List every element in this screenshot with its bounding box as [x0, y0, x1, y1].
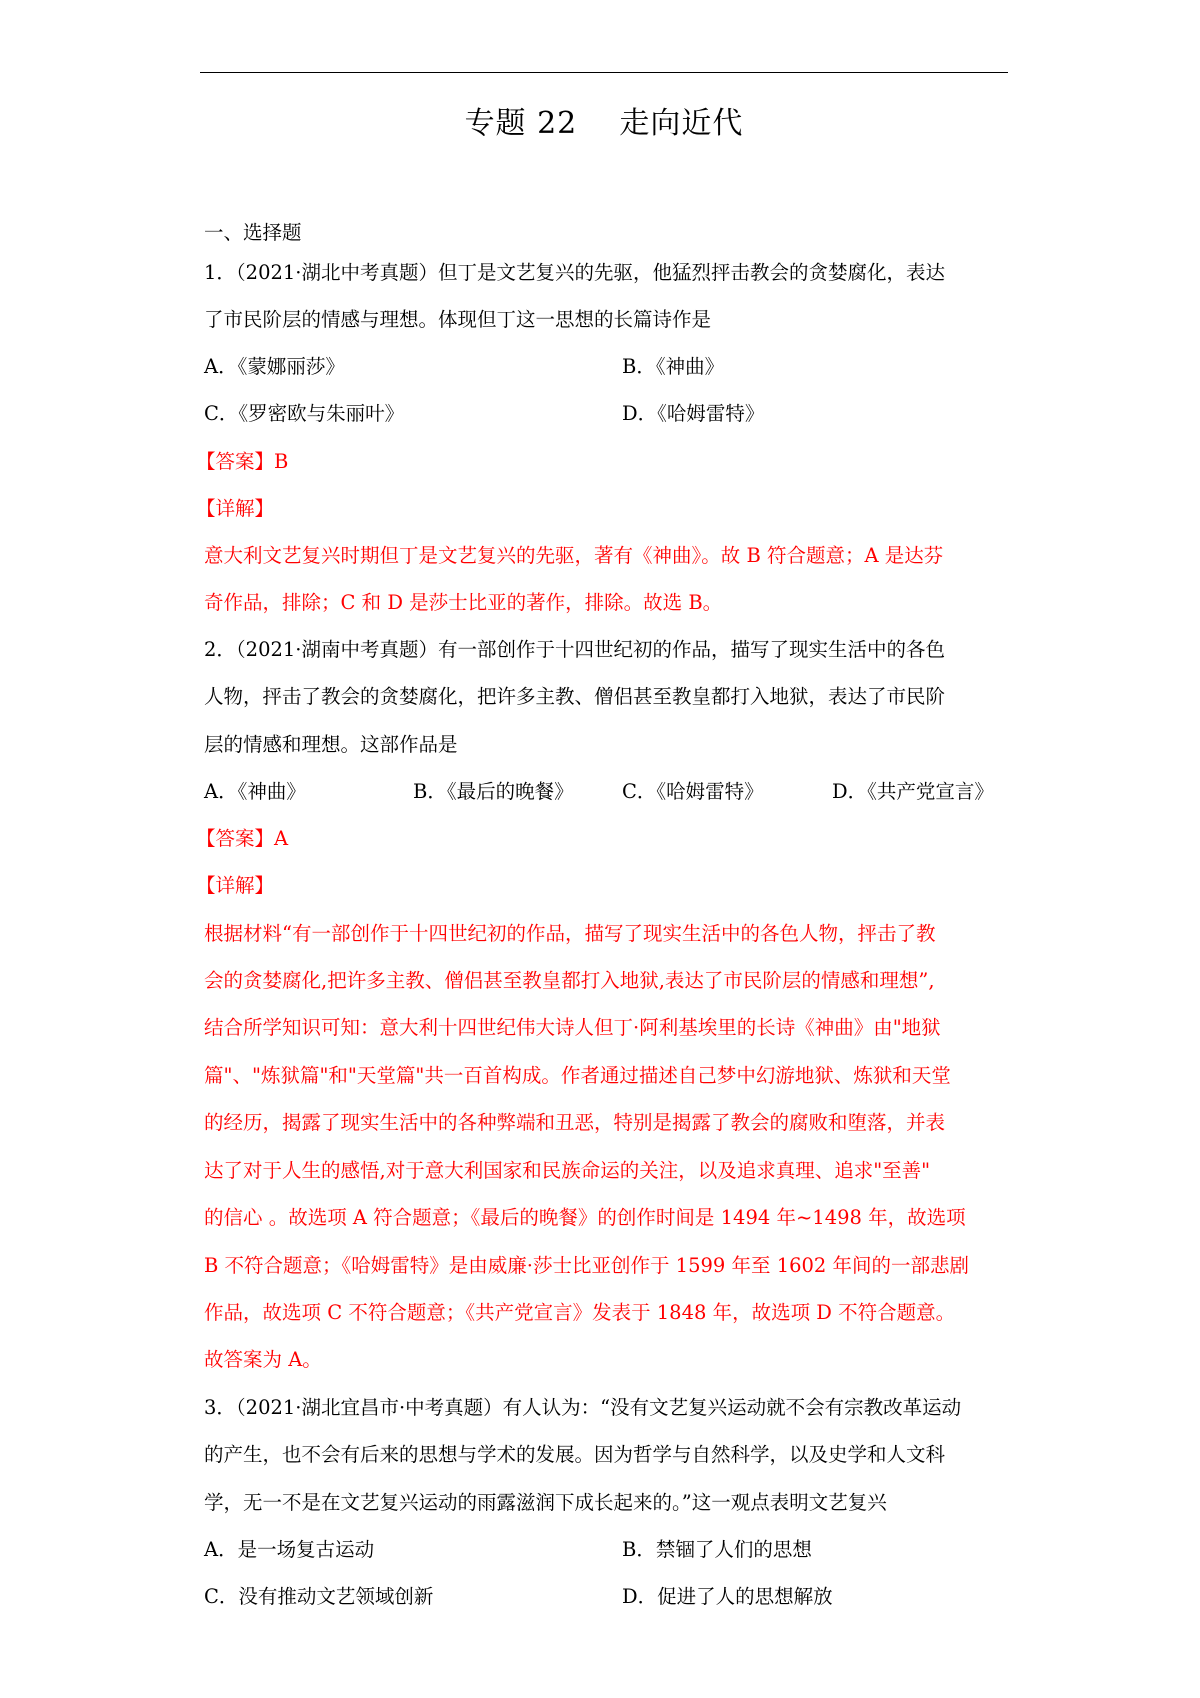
q2-stem-line-1: 2．（2021·湖南中考真题）有一部创作于十四世纪初的作品，描写了现实生活中的各色	[204, 638, 945, 661]
q2-answer-value: A	[274, 827, 289, 850]
q2-stem-line-3: 层的情感和理想。这部作品是	[204, 733, 458, 756]
q3-option-c: C．没有推动文艺领域创新	[204, 1585, 434, 1608]
q2-detail-label: 【详解】	[196, 874, 275, 897]
q1-option-b: B．《神曲》	[622, 355, 725, 378]
q2-detail-line-3: 结合所学知识可知：意大利十四世纪伟大诗人但丁·阿利基埃里的长诗《神曲》由"地狱	[204, 1016, 941, 1039]
q1-answer	[196, 448, 996, 476]
q3-option-a: A．是一场复古运动	[204, 1538, 375, 1561]
q2-detail-line-5: 的经历，揭露了现实生活中的各种弊端和丑恶，特别是揭露了教会的腐败和堕落，并表	[204, 1111, 946, 1134]
q2-answer	[196, 825, 996, 853]
q2-detail-line-7: 的信心 。故选项 A 符合题意；《最后的晚餐》的创作时间是 1494 年~1498 年，故选项	[204, 1206, 966, 1229]
q1-detail-line-2: 奇作品，排除；C 和 D 是莎士比亚的著作，排除。故选 B。	[204, 591, 723, 614]
page-title: 专题 22 走向近代	[464, 106, 744, 141]
section-heading: 一、选择题	[204, 221, 302, 244]
q1-stem-line-1: 1．（2021·湖北中考真题）但丁是文艺复兴的先驱，他猛烈抨击教会的贪婪腐化，表达	[204, 261, 945, 284]
q1-option-c: C．《罗密欧与朱丽叶》	[204, 402, 405, 425]
q1-stem-line-2: 了市民阶层的情感与理想。体现但丁这一思想的长篇诗作是	[204, 308, 712, 331]
q3-stem-line-1: 3．（2021·湖北宜昌市·中考真题）有人认为：“没有文艺复兴运动就不会有宗教改革运动	[204, 1396, 962, 1419]
q3-option-d: D．促进了人的思想解放	[622, 1585, 833, 1608]
q1-answer-label: 【答案】	[196, 450, 275, 473]
q3-option-b: B．禁锢了人们的思想	[622, 1538, 812, 1561]
q2-detail-line-6: 达了对于人生的感悟,对于意大利国家和民族命运的关注，以及追求真理、追求"至善"	[204, 1159, 931, 1182]
q2-detail-line-9: 作品，故选项 C 不符合题意；《共产党宣言》发表于 1848 年，故选项 D 不符合题意。	[204, 1301, 956, 1324]
q2-detail-line-8: B 不符合题意；《哈姆雷特》是由威廉·莎士比亚创作于 1599 年至 1602 年间的一部悲剧	[204, 1254, 970, 1277]
q3-stem-line-2: 的产生，也不会有后来的思想与学术的发展。因为哲学与自然科学，以及史学和人文科	[204, 1443, 946, 1466]
q2-detail-line-4: 篇"、"炼狱篇"和"天堂篇"共一百首构成。作者通过描述自己梦中幻游地狱、炼狱和天堂	[204, 1064, 951, 1087]
q1-answer-value: B	[274, 450, 289, 473]
q2-option-d: D．《共产党宣言》	[832, 780, 994, 803]
q2-option-b: B．《最后的晚餐》	[413, 780, 574, 803]
q2-detail-line-1: 根据材料“有一部创作于十四世纪初的作品，描写了现实生活中的各色人物，抨击了教	[204, 922, 936, 945]
q2-stem-line-2: 人物，抨击了教会的贪婪腐化，把许多主教、僧侣甚至教皇都打入地狱，表达了市民阶	[204, 685, 946, 708]
header-rule	[200, 72, 1008, 73]
q2-detail-line-10: 故答案为 A。	[204, 1348, 322, 1371]
q1-option-a: A．《蒙娜丽莎》	[204, 355, 345, 378]
q1-detail-line-1: 意大利文艺复兴时期但丁是文艺复兴的先驱，著有《神曲》。故 B 符合题意；A 是达芬	[204, 544, 944, 567]
q2-detail-line-2: 会的贪婪腐化,把许多主教、僧侣甚至教皇都打入地狱,表达了市民阶层的情感和理想”,	[204, 969, 935, 992]
q3-stem-line-3: 学，无一不是在文艺复兴运动的雨露滋润下成长起来的。”这一观点表明文艺复兴	[204, 1491, 887, 1514]
q2-option-a: A．《神曲》	[204, 780, 306, 803]
q2-option-c: C．《哈姆雷特》	[622, 780, 764, 803]
q1-detail-label: 【详解】	[196, 497, 275, 520]
q2-answer-label: 【答案】	[196, 827, 275, 850]
q1-option-d: D．《哈姆雷特》	[622, 402, 765, 425]
